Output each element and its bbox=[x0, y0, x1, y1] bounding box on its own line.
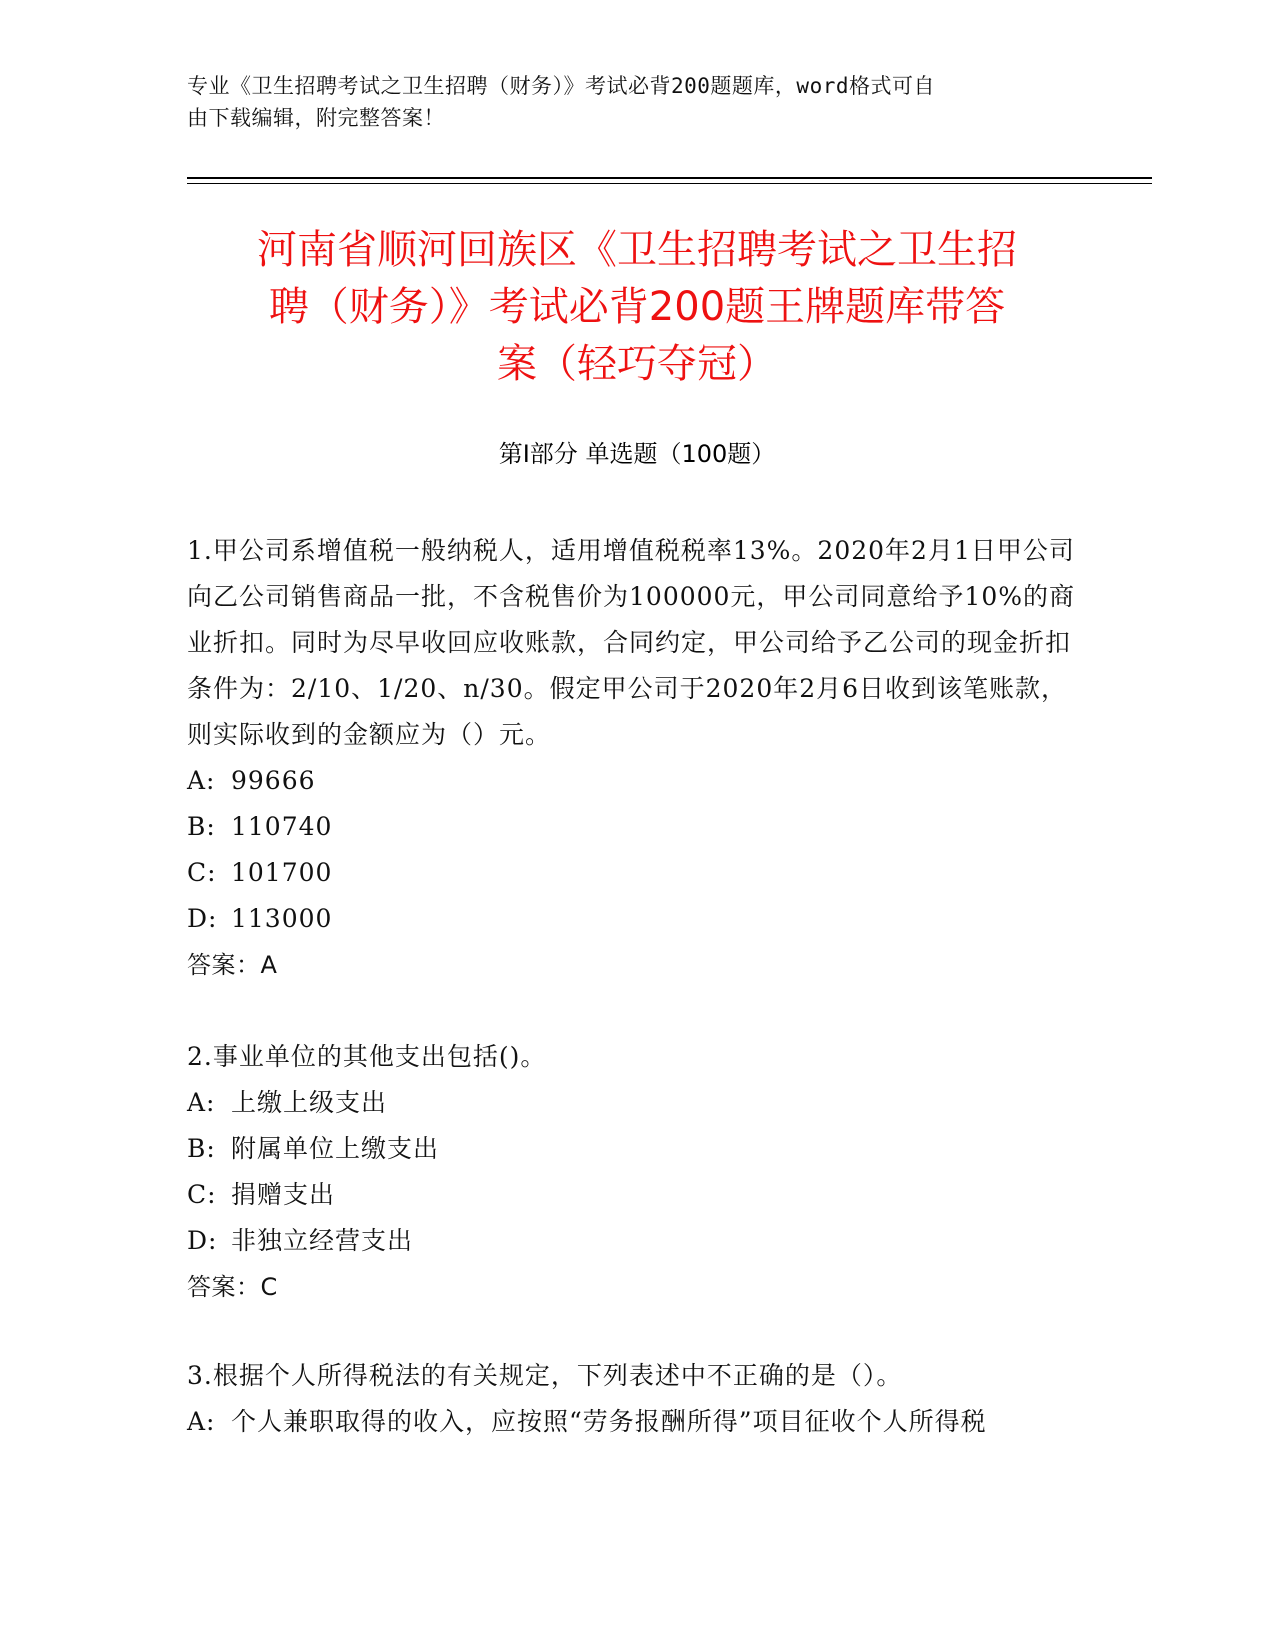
option-b bbox=[187, 1126, 1087, 1172]
question-2 bbox=[187, 1034, 1087, 1310]
question-stem: 2.事业单位的其他支出包括()。 bbox=[187, 1042, 547, 1071]
question-stem: 3.根据个人所得税法的有关规定，下列表述中不正确的是（）。 bbox=[187, 1361, 903, 1390]
document-title-line3: 案（轻巧夺冠） bbox=[497, 341, 777, 387]
header-note-line2: 由下载编辑，附完整答案！ bbox=[187, 106, 445, 130]
option-key: A: bbox=[187, 766, 216, 795]
question-stem: 1.甲公司系增值税一般纳税人，适用增值税税率13%。2020年2月1日甲公司向乙公司销售商品一批，不含税售价为100000元，甲公司同意给予10%的商业折扣。同时为尽早收回应收账款，合同约定，甲公司给予乙公司的现金折扣条件为：2/10、1/20、n/30。假定甲公司于2020年2月6日收到该笔账款，则实际收到的金额应为（）元。 bbox=[187, 536, 1076, 749]
option-c bbox=[187, 1172, 1087, 1218]
option-text: 113000 bbox=[231, 904, 333, 933]
option-text: 99666 bbox=[231, 766, 316, 795]
option-a bbox=[187, 758, 1087, 804]
option-key: C: bbox=[187, 858, 217, 887]
header-note-line1: 专业《卫生招聘考试之卫生招聘（财务）》考试必背200题题库，word格式可自 bbox=[187, 74, 935, 98]
section-title: 第Ⅰ部分 单选题（100题） bbox=[498, 440, 776, 468]
document-title-line2: 聘（财务）》考试必背200题王牌题库带答 bbox=[268, 284, 1006, 330]
option-text: 110740 bbox=[231, 812, 333, 841]
option-c bbox=[187, 850, 1087, 896]
option-key: B: bbox=[187, 812, 216, 841]
option-d bbox=[187, 1218, 1087, 1264]
header-divider-thick bbox=[187, 177, 1152, 179]
question-3 bbox=[187, 1353, 1087, 1445]
option-b bbox=[187, 804, 1087, 850]
header-note bbox=[187, 70, 1067, 134]
document-title-line1: 河南省顺河回族区《卫生招聘考试之卫生招 bbox=[257, 227, 1017, 273]
option-text: 上缴上级支出 bbox=[231, 1088, 388, 1117]
document-title bbox=[187, 222, 1087, 393]
option-a bbox=[187, 1080, 1087, 1126]
question-1 bbox=[187, 528, 1087, 988]
option-a bbox=[187, 1399, 1087, 1445]
option-key: A: bbox=[187, 1407, 216, 1436]
answer-label: 答案：A bbox=[187, 951, 278, 979]
option-text: 非独立经营支出 bbox=[231, 1226, 414, 1255]
header-divider-thin bbox=[187, 183, 1152, 184]
answer-label: 答案：C bbox=[187, 1273, 278, 1301]
option-text: 101700 bbox=[231, 858, 333, 887]
option-key: D: bbox=[187, 904, 218, 933]
option-text: 附属单位上缴支出 bbox=[231, 1134, 440, 1163]
option-key: C: bbox=[187, 1180, 217, 1209]
option-key: D: bbox=[187, 1226, 218, 1255]
option-key: B: bbox=[187, 1134, 216, 1163]
option-key: A: bbox=[187, 1088, 216, 1117]
option-d bbox=[187, 896, 1087, 942]
option-text: 捐赠支出 bbox=[231, 1180, 336, 1209]
option-text: 个人兼职取得的收入，应按照“劳务报酬所得”项目征收个人所得税 bbox=[231, 1407, 987, 1436]
